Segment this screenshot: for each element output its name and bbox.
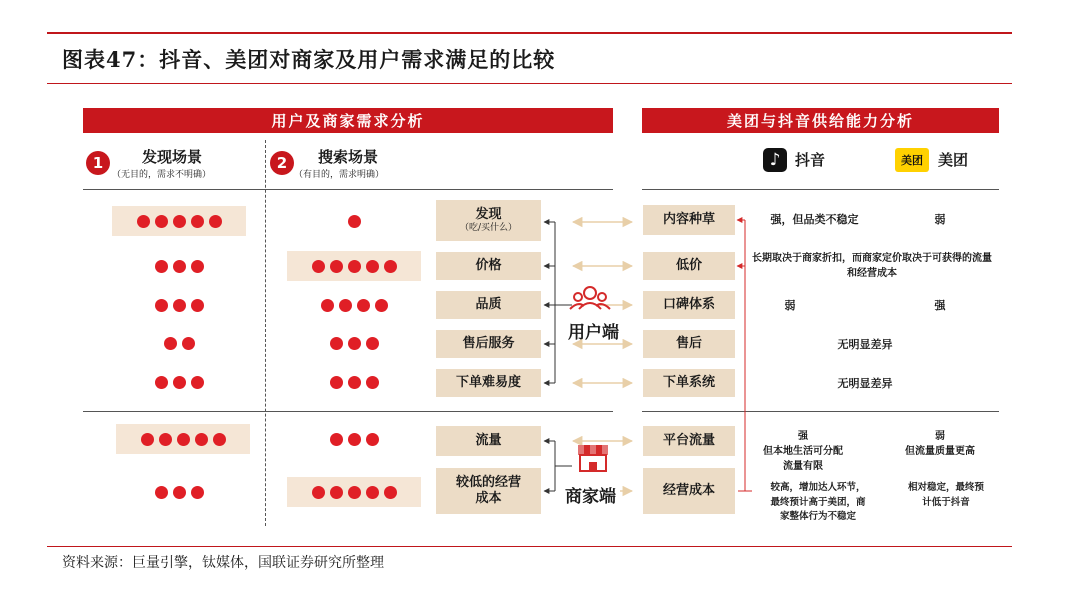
meituan-cost: 相对稳定，最终预 计低于抖音	[907, 482, 984, 508]
need-label: 品质	[475, 296, 502, 312]
need-label: 流量	[475, 432, 502, 448]
users-icon	[570, 287, 610, 309]
douyin-logo-icon: ♪	[763, 148, 787, 172]
red-link-bracket	[737, 220, 752, 491]
capability-box-ordering: 下单系统	[643, 369, 735, 397]
capability-box-traffic: 平台流量	[643, 426, 735, 456]
scenario-2-badge: 2	[270, 151, 294, 175]
need-label: 售后服务	[462, 335, 515, 351]
need-note: （吃/买什么）	[459, 223, 518, 233]
douyin-reputation: 弱	[784, 299, 796, 312]
capability-box-content: 内容种草	[643, 205, 735, 235]
scenario-1-badge: 1	[86, 151, 110, 175]
figure-source: 资料来源：巨量引擎，钛媒体，国联证券研究所整理	[62, 555, 384, 571]
capability-box-reputation: 口碑体系	[643, 291, 735, 319]
left-banner: 用户及商家需求分析	[83, 108, 613, 133]
user-side-bracket	[544, 222, 572, 383]
need-label: 下单难易度	[455, 374, 521, 390]
need-label: 价格	[475, 257, 502, 273]
douyin-traffic: 强 但本地生活可分配 流量有限	[763, 431, 843, 472]
douyin-label: 抖音	[795, 151, 826, 169]
after-sales-comparison: 无明显差异	[837, 338, 893, 351]
right-banner: 美团与抖音供给能力分析	[642, 108, 999, 133]
meituan-content: 弱	[934, 213, 946, 226]
user-side-label: 用户端	[568, 323, 619, 343]
capability-box-after-sales: 售后	[643, 330, 735, 358]
meituan-logo-icon: 美团	[895, 148, 929, 172]
need-label: 较低的经营 成本	[455, 474, 521, 506]
scenario-1-subtitle: （无目的，需求不明确）	[112, 170, 212, 180]
figure-title: 图表47：抖音、美团对商家及用户需求满足的比较	[62, 47, 556, 72]
merchant-side-label: 商家端	[565, 487, 616, 507]
meituan-reputation: 强	[934, 299, 946, 312]
need-label: 发现	[475, 206, 502, 222]
scenario-1-title: 发现场景	[142, 148, 203, 166]
capability-box-cost: 经营成本	[643, 468, 735, 514]
douyin-cost: 较高，增加达人环节， 最终预计高于美团，商 家整体行为不稳定	[770, 482, 866, 523]
price-comparison: 长期取决于商家折扣，而商家定价取决于可获得的流量和经营成本	[752, 253, 992, 279]
capability-box-price: 低价	[643, 252, 735, 280]
ordering-comparison: 无明显差异	[837, 377, 893, 390]
store-icon	[578, 445, 608, 471]
meituan-label: 美团	[938, 151, 969, 169]
merchant-side-bracket	[544, 441, 572, 491]
scenario-2-title: 搜索场景	[318, 148, 379, 166]
meituan-traffic: 弱 但流量质量更高	[905, 431, 975, 457]
douyin-content: 强，但品类不稳定	[770, 213, 859, 226]
scenario-2-subtitle: （有目的，需求明确）	[294, 170, 385, 180]
